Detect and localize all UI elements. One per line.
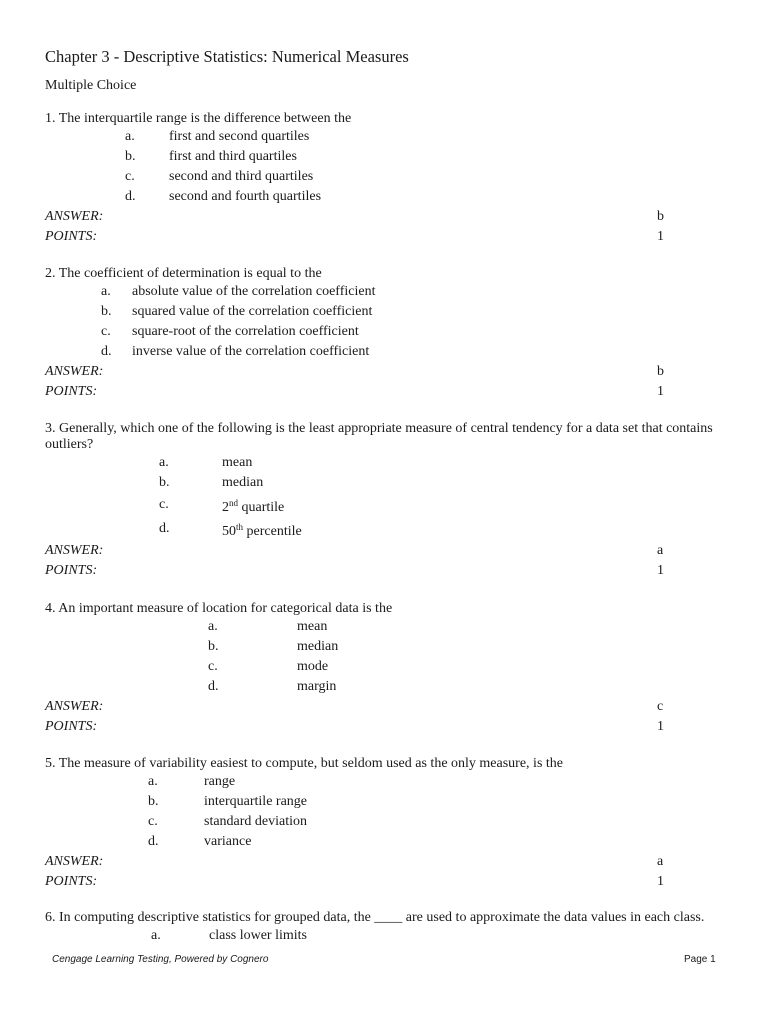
points-value: 1 — [657, 563, 664, 578]
option-d — [45, 517, 725, 541]
option-letter: c. — [101, 324, 111, 339]
option-letter: c. — [208, 659, 218, 674]
option-b — [45, 792, 725, 812]
footer-publisher: Cengage Learning Testing, Powered by Cognero — [52, 954, 269, 965]
option-c — [45, 493, 725, 517]
question-5 — [45, 756, 725, 892]
options-list — [45, 617, 725, 697]
option-letter: b. — [101, 304, 112, 319]
question-4 — [45, 601, 725, 737]
option-a — [45, 127, 725, 147]
answer-label: ANSWER: — [45, 209, 104, 224]
points-row — [45, 872, 725, 892]
option-text: 50th percentile — [222, 522, 302, 539]
option-letter: d. — [101, 344, 112, 359]
option-a — [45, 282, 725, 302]
answer-label: ANSWER: — [45, 364, 104, 379]
option-letter: c. — [125, 169, 135, 184]
option-a — [45, 926, 725, 946]
option-b — [45, 637, 725, 657]
answer-value: a — [657, 854, 664, 869]
question-stem: 4. An important measure of location for categorical data is the — [45, 601, 393, 616]
points-row — [45, 561, 725, 581]
option-text: second and fourth quartiles — [169, 189, 322, 204]
points-label: POINTS: — [45, 229, 98, 244]
option-c — [45, 812, 725, 832]
answer-row — [45, 362, 725, 382]
question-stem: 2. The coefficient of determination is equal to the — [45, 266, 322, 281]
question-stem: 6. In computing descriptive statistics for grouped data, the ____ are used to approximate the data values in each class. — [45, 910, 705, 925]
option-text: square-root of the correlation coefficient — [132, 324, 359, 339]
points-value: 1 — [657, 719, 664, 734]
points-row — [45, 227, 725, 247]
options-list — [45, 127, 725, 207]
option-text: second and third quartiles — [169, 169, 314, 184]
option-letter: b. — [159, 475, 170, 490]
option-a — [45, 617, 725, 637]
option-text: margin — [297, 679, 337, 694]
answer-label: ANSWER: — [45, 699, 104, 714]
option-letter: d. — [159, 521, 170, 536]
answer-value: b — [657, 364, 664, 379]
options-list — [45, 926, 725, 946]
option-text: mean — [222, 455, 253, 470]
answer-label: ANSWER: — [45, 543, 104, 558]
section-heading: Multiple Choice — [45, 78, 137, 93]
option-text: interquartile range — [204, 794, 308, 809]
option-letter: d. — [208, 679, 219, 694]
points-label: POINTS: — [45, 384, 98, 399]
question-2 — [45, 266, 725, 402]
answer-value: c — [657, 699, 664, 714]
page-number: Page 1 — [684, 954, 716, 965]
answer-row — [45, 697, 725, 717]
answer-row — [45, 207, 725, 227]
option-letter: d. — [148, 834, 159, 849]
option-text: class lower limits — [209, 928, 307, 943]
option-letter: b. — [125, 149, 136, 164]
option-d — [45, 342, 725, 362]
option-text: standard deviation — [204, 814, 308, 829]
option-letter: c. — [148, 814, 158, 829]
question-1 — [45, 111, 725, 247]
option-letter: a. — [151, 928, 161, 943]
ordinal-superscript: th — [236, 522, 244, 532]
option-text: squared value of the correlation coefficient — [132, 304, 373, 319]
question-stem: 5. The measure of variability easiest to compute, but seldom used as the only measure, is the — [45, 756, 563, 771]
question-stem: 3. Generally, which one of the following is the least appropriate measure of central tendency for a data set that contains outliers? — [45, 421, 713, 452]
option-letter: a. — [208, 619, 218, 634]
answer-value: a — [657, 543, 664, 558]
points-value: 1 — [657, 874, 664, 889]
option-letter: b. — [208, 639, 219, 654]
answer-label: ANSWER: — [45, 854, 104, 869]
option-letter: c. — [159, 497, 169, 512]
option-c — [45, 322, 725, 342]
points-label: POINTS: — [45, 719, 98, 734]
option-c — [45, 167, 725, 187]
option-a — [45, 453, 725, 473]
option-b — [45, 147, 725, 167]
option-text: first and third quartiles — [169, 149, 297, 164]
option-d — [45, 832, 725, 852]
ordinal-superscript: nd — [229, 498, 238, 508]
option-b — [45, 473, 725, 493]
option-b — [45, 302, 725, 322]
option-c — [45, 657, 725, 677]
options-list — [45, 453, 725, 541]
option-text: median — [297, 639, 339, 654]
points-label: POINTS: — [45, 563, 98, 578]
option-text: mean — [297, 619, 328, 634]
option-text: first and second quartiles — [169, 129, 310, 144]
option-text: 2nd quartile — [222, 498, 285, 515]
option-text: inverse value of the correlation coefficient — [132, 344, 370, 359]
points-row — [45, 717, 725, 737]
option-text: absolute value of the correlation coefficient — [132, 284, 376, 299]
page-title: Chapter 3 - Descriptive Statistics: Numerical Measures — [45, 47, 409, 66]
option-letter: b. — [148, 794, 159, 809]
question-stem: 1. The interquartile range is the difference between the — [45, 111, 352, 126]
answer-value: b — [657, 209, 664, 224]
option-letter: a. — [101, 284, 111, 299]
answer-row — [45, 852, 725, 872]
option-text: mode — [297, 659, 329, 674]
option-letter: a. — [159, 455, 169, 470]
option-text: variance — [204, 834, 252, 849]
option-text: median — [222, 475, 264, 490]
option-letter: a. — [125, 129, 135, 144]
option-letter: d. — [125, 189, 136, 204]
question-6 — [45, 910, 725, 946]
points-label: POINTS: — [45, 874, 98, 889]
option-d — [45, 677, 725, 697]
points-value: 1 — [657, 384, 664, 399]
answer-row — [45, 541, 725, 561]
option-a — [45, 772, 725, 792]
points-value: 1 — [657, 229, 664, 244]
option-text: range — [204, 774, 236, 789]
options-list — [45, 772, 725, 852]
option-letter: a. — [148, 774, 158, 789]
option-d — [45, 187, 725, 207]
points-row — [45, 382, 725, 402]
question-3 — [45, 421, 725, 581]
options-list — [45, 282, 725, 362]
